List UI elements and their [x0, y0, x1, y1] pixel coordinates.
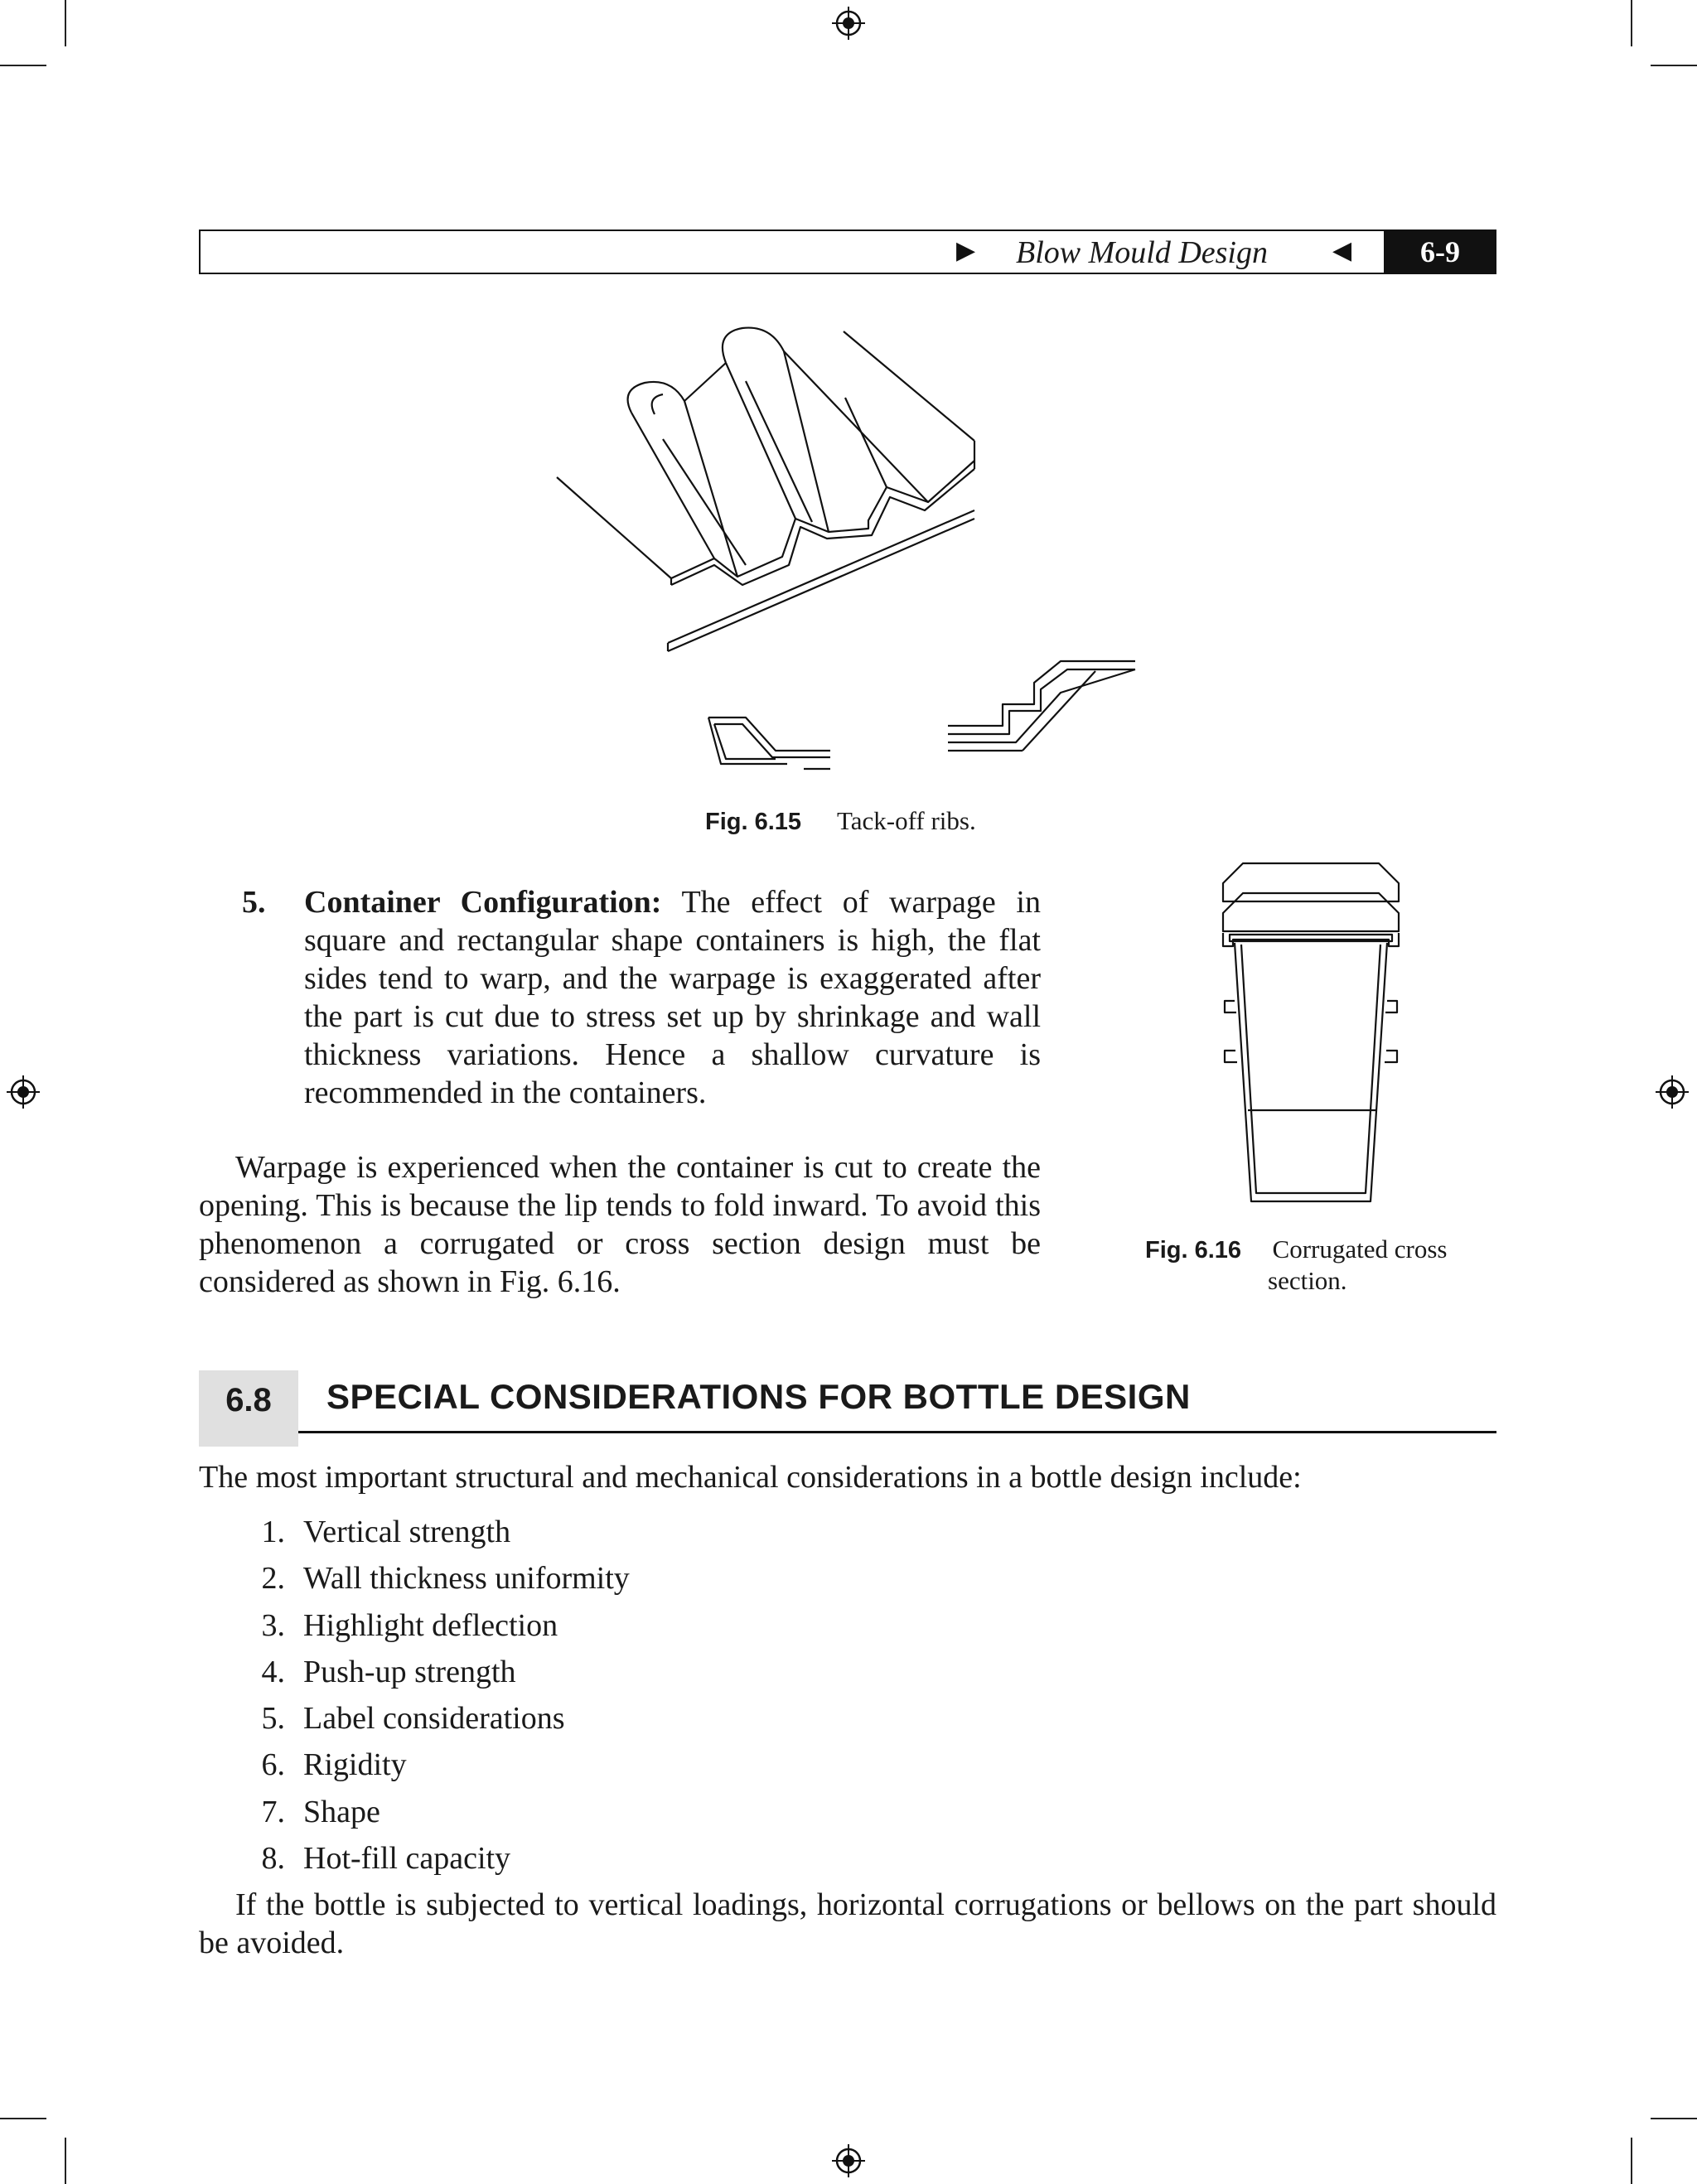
list-item: 8. Hot-fill capacity	[261, 1841, 511, 1877]
figure-label: Fig. 6.15	[705, 809, 802, 835]
section-rule	[298, 1431, 1496, 1433]
list-item: 6. Rigidity	[261, 1747, 407, 1783]
section-title: SPECIAL CONSIDERATIONS FOR BOTTLE DESIGN	[326, 1377, 1191, 1416]
item-text: The effect of warpage in square and rectangular shape containers is high, the flat sides tend to warp, and the warpage is exaggerated after the part is cut due to stress set up by shrinkage and wall thickness variations. Hence a shallow curvature is recommended in the containers.	[304, 885, 1041, 1110]
crop-mark	[1631, 2138, 1632, 2184]
figure-label: Fig. 6.16	[1145, 1237, 1242, 1264]
paragraph: Warpage is experienced when the container is cut to create the opening. This is because the lip tends to fold inward. To avoid this phenomenon a corrugated or cross section design must be considered as shown in Fig. 6.16.	[199, 1150, 1041, 1299]
list-item: 5. Label considerations	[261, 1701, 565, 1737]
section-number: 6.8	[199, 1370, 298, 1447]
considerations-list	[199, 1513, 1193, 1886]
running-header	[199, 230, 1496, 274]
crop-mark	[65, 2138, 66, 2184]
crop-mark	[65, 0, 66, 46]
crop-mark	[1631, 0, 1632, 46]
registration-mark-icon	[7, 1075, 40, 1109]
paragraph: If the bottle is subjected to vertical loadings, horizontal corrugations or bellows on the part should be avoided.	[199, 1887, 1496, 1960]
figure-caption	[705, 806, 976, 836]
list-item: 7. Shape	[261, 1794, 380, 1829]
item-number: 5.	[242, 885, 266, 920]
crop-mark	[1651, 2118, 1697, 2119]
page-number: 6-9	[1384, 230, 1496, 274]
figure-caption-text: Corrugated cross	[1272, 1235, 1448, 1264]
registration-mark-icon	[832, 2144, 865, 2177]
figure-caption-text: Tack-off ribs.	[837, 806, 976, 835]
list-item	[242, 883, 1041, 1112]
item-lead: Container Configuration:	[304, 885, 662, 920]
list-item: 2. Wall thickness uniformity	[261, 1561, 630, 1597]
crop-mark	[0, 65, 46, 66]
arrow-left-icon: ◀	[1332, 236, 1352, 265]
arrow-right-icon: ▶	[956, 236, 976, 265]
intro-paragraph: The most important structural and mechanical considerations in a bottle design include:	[199, 1460, 1302, 1495]
figure-caption-continued: section.	[1268, 1266, 1347, 1295]
registration-mark-icon	[832, 7, 865, 40]
list-item: 4. Push-up strength	[261, 1654, 516, 1689]
crop-mark	[1651, 65, 1697, 66]
list-item: 3. Highlight deflection	[261, 1607, 558, 1643]
registration-mark-icon	[1656, 1075, 1689, 1109]
figure-caption	[1145, 1235, 1447, 1264]
item-body	[304, 883, 1041, 1112]
crop-mark	[0, 2118, 46, 2119]
corrugated-cross-section-figure	[1210, 853, 1425, 1218]
chapter-title: Blow Mould Design	[1016, 235, 1268, 270]
tack-off-ribs-figure	[497, 315, 1160, 779]
list-item: 1. Vertical strength	[261, 1515, 511, 1549]
